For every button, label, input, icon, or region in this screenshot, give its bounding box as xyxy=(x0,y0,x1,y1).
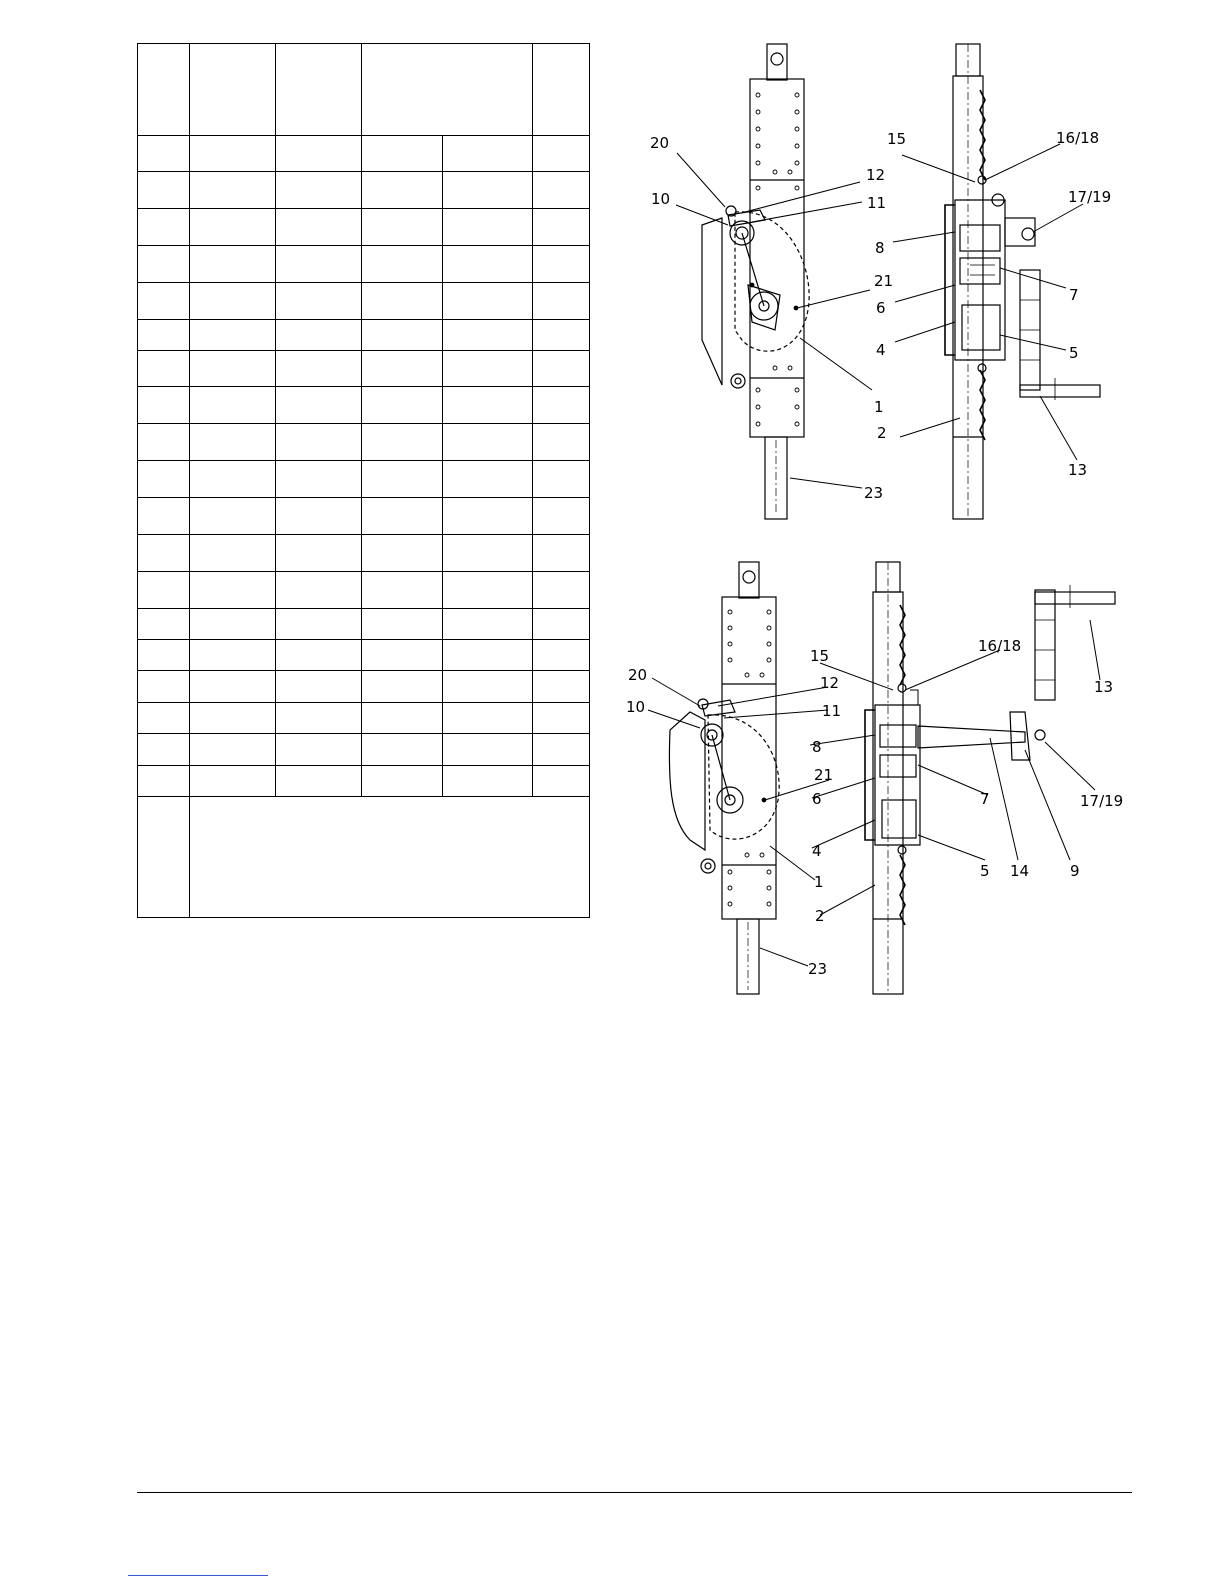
callout-label: 11 xyxy=(822,702,842,720)
callout-label: 17/19 xyxy=(1080,792,1124,810)
callout-label: 1 xyxy=(814,873,824,891)
callout-label: 20 xyxy=(628,666,648,684)
callout-label: 8 xyxy=(875,239,885,257)
callout-label: 23 xyxy=(864,484,884,502)
callout-label: 11 xyxy=(867,194,887,212)
callout-label: 7 xyxy=(1069,286,1079,304)
front-view-top xyxy=(702,44,809,519)
callout-label: 9 xyxy=(1070,862,1080,880)
callout-label: 13 xyxy=(1068,461,1088,479)
callout-label: 21 xyxy=(874,272,894,290)
callout-label: 6 xyxy=(812,790,822,808)
callout-label: 13 xyxy=(1094,678,1114,696)
callout-label: 17/19 xyxy=(1068,188,1112,206)
leader-lines xyxy=(648,144,1100,966)
callout-label: 23 xyxy=(808,960,828,978)
callout-label: 6 xyxy=(876,299,886,317)
callout-label: 14 xyxy=(1010,862,1030,880)
callout-label: 2 xyxy=(877,424,887,442)
callout-label: 15 xyxy=(810,647,830,665)
callout-label: 5 xyxy=(980,862,990,880)
footer-rule xyxy=(137,1492,1132,1493)
labels-top xyxy=(650,129,1111,502)
callout-label: 12 xyxy=(820,674,840,692)
callout-label: 4 xyxy=(876,341,886,359)
callout-label: 21 xyxy=(814,766,834,784)
callout-label: 10 xyxy=(651,190,671,208)
callout-label: 12 xyxy=(866,166,886,184)
callout-label: 15 xyxy=(887,130,907,148)
callout-label: 5 xyxy=(1069,344,1079,362)
callout-label: 4 xyxy=(812,842,822,860)
side-view-top xyxy=(945,44,1100,519)
footer-link-underline[interactable] xyxy=(128,1575,268,1576)
callout-label: 8 xyxy=(812,738,822,756)
callout-label: 1 xyxy=(874,398,884,416)
callout-label: 7 xyxy=(980,790,990,808)
callout-label: 16/18 xyxy=(1056,129,1100,147)
side-view-bottom xyxy=(865,562,1115,994)
callout-label: 2 xyxy=(815,907,825,925)
callout-label: 20 xyxy=(650,134,670,152)
callout-label: 10 xyxy=(626,698,646,716)
front-view-bottom xyxy=(669,562,779,994)
callout-label: 16/18 xyxy=(978,637,1022,655)
